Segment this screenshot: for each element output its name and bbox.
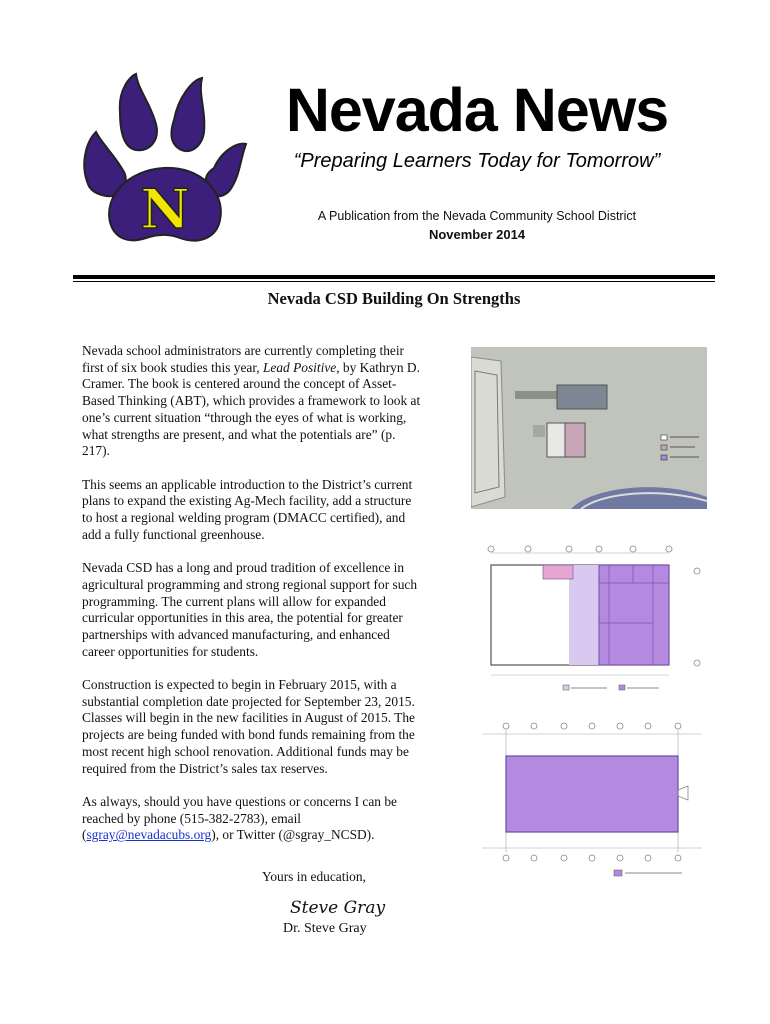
paragraph-5-text-a: As always, should you have questions or concerns I can be reached by phone (515-382-2783), email ( bbox=[82, 793, 397, 843]
paragraph-1 bbox=[82, 343, 422, 460]
paw-logo-icon bbox=[80, 72, 250, 247]
paragraph-1-text-a: Nevada school administrators are currently completing their first of six book studies this year, bbox=[82, 343, 405, 375]
paragraph-1-text-b: , by Kathryn D. Cramer. The book is centered around the concept of Asset-Based Thinking (ABT), which provides a framework to look at one’s current situation “through the eyes of what is working, what strengths are present, and what the potentials are” (p. 217). bbox=[82, 359, 421, 459]
closing-line: Yours in education, bbox=[262, 869, 366, 884]
author-name: Dr. Steve Gray bbox=[283, 921, 367, 936]
masthead-divider-thin bbox=[73, 281, 715, 282]
article-body bbox=[82, 343, 422, 861]
paragraph-5 bbox=[82, 794, 422, 844]
email-link[interactable]: sgray@nevadacubs.org bbox=[86, 827, 212, 843]
logo-letter: N bbox=[140, 177, 190, 241]
paragraph-4: Construction is expected to begin in February 2015, with a substantial completion date projected for September 23, 2015. Classes will begin in the new facilities in August of 2015. The projects are being funded with bond funds remaining from the most recent high school renovation. Additional funds may be required from the District’s sales tax reserves. bbox=[82, 677, 415, 776]
publisher-line: A Publication from the Nevada Community School District bbox=[317, 209, 637, 223]
signature: Steve Gray bbox=[290, 898, 386, 918]
article-headline: Nevada CSD Building On Strengths bbox=[267, 289, 521, 308]
newsletter-tagline: “Preparing Learners Today for Tomorrow” bbox=[293, 150, 661, 172]
site-plan-image bbox=[471, 347, 707, 509]
masthead-divider-thick bbox=[73, 275, 715, 279]
newsletter-title: Nevada News bbox=[285, 76, 669, 144]
greenhouse-plan-image bbox=[482, 722, 710, 882]
paragraph-5-text-b: ), or Twitter (@sgray_NCSD). bbox=[211, 827, 375, 843]
issue-date: November 2014 bbox=[428, 227, 526, 242]
paragraph-2: This seems an applicable introduction to the District’s current plans to expand the existing Ag-Mech facility, add a structure to host a regional welding program (DMACC certified), and add a fully functional greenhouse. bbox=[82, 476, 413, 542]
paragraph-3: Nevada CSD has a long and proud tradition of excellence in agricultural programming and strong regional support for such programming. The current plans will allow for expanded curricular opportunities in this area, the potential for greater partnerships with advanced manufacturing, and enhanced career opportunities for students. bbox=[82, 560, 418, 659]
book-title: Lead Positive bbox=[262, 359, 337, 375]
ag-mech-floor-plan-image bbox=[483, 543, 715, 698]
